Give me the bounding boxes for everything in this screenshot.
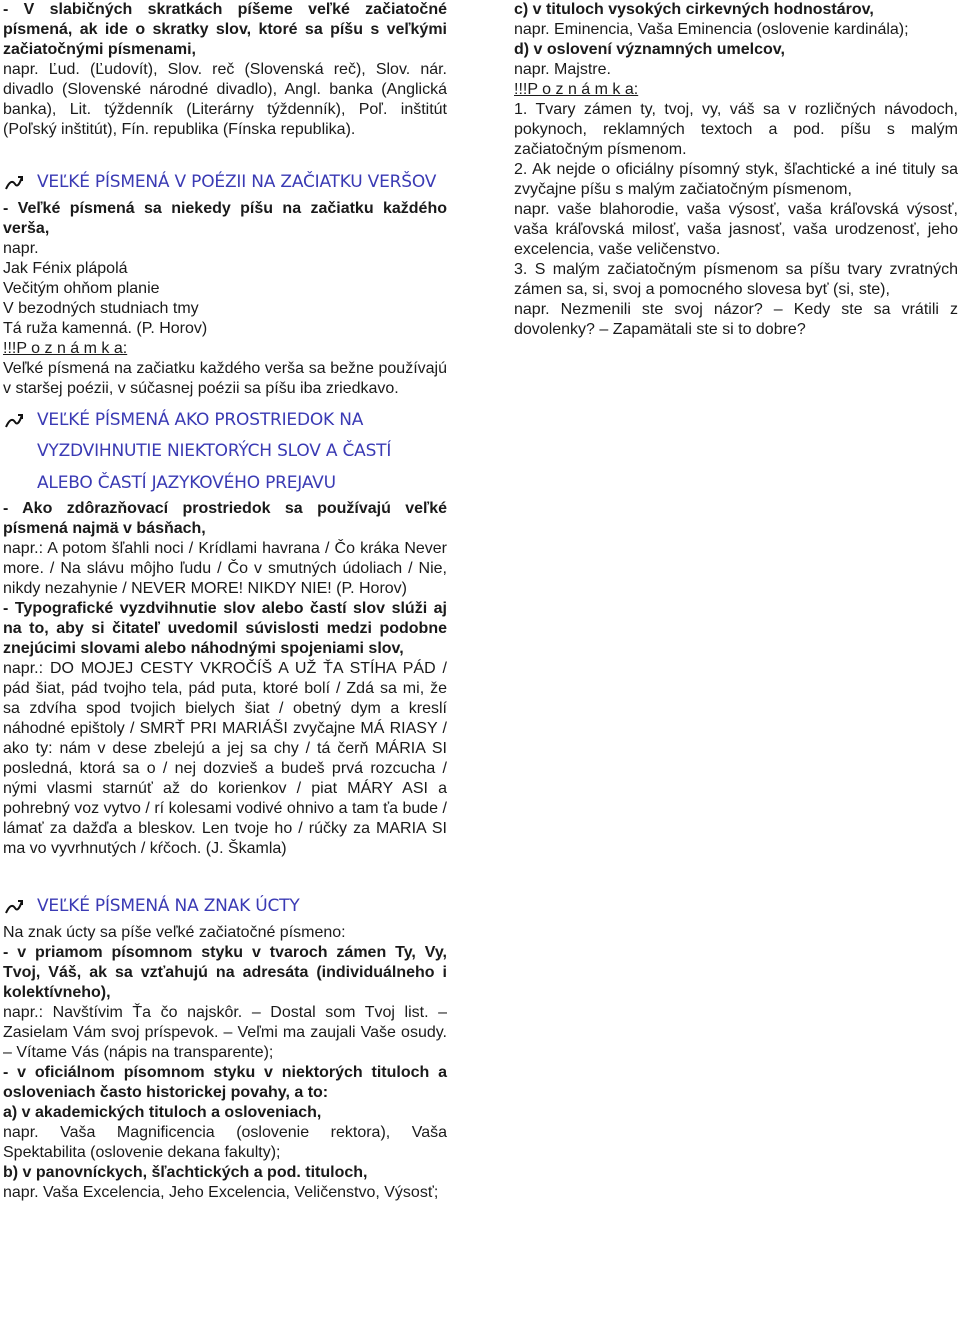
- poetry-rule: - Veľké písmená sa niekedy píšu na začiatku každého verša,: [3, 199, 447, 237]
- emphasis-example-1: napr.: A potom šľahli noci / Krídlami havrana / Čo kráka Never more. / Na slávu môjho ľudu / Čo v smutných údoliach / Nie, nikdy nezahynie / NEVER MORE! NIKDY NIE! (P. Horov): [3, 540, 447, 597]
- bullet-arrow-icon: [5, 175, 23, 191]
- poem-line: V bezodných studniach tmy: [3, 299, 199, 317]
- respect-item-d: d) v oslovení významných umelcov,: [514, 41, 785, 58]
- respect-note-1: 1. Tvary zámen ty, tvoj, vy, váš sa v rozličných návodoch, pokynoch, reklamných textoch a pod. píšu s malým začiatočným písmenom.: [514, 101, 958, 158]
- poetry-note-label: !!!P o z n á m k a:: [3, 339, 128, 357]
- respect-item-a: a) v akademických tituloch a osloveniach,: [3, 1103, 322, 1121]
- poem-line: Jak Fénix plápolá: [3, 259, 128, 277]
- poem-line: Tá ruža kamenná. (P. Horov): [3, 319, 208, 337]
- respect-rule-1: - v priamom písomnom styku v tvaroch zámen Ty, Vy, Tvoj, Váš, ak sa vzťahujú na adresáta (individuálneho i kolektívneho),: [3, 943, 447, 1001]
- emphasis-example-2: napr.: DO MOJEJ CESTY VKROČÍŠ A UŽ ŤA STÍHA PÁD / pád šiat, pád tvojho tela, pád puta, ktoré bolí / Zdá sa mi, že sa zdvíha spod tvojich bielych šiat / obetný dym a kreslí náhodné epištoly / SMRŤ PRI MARIÁŠI zvyčajne MÁ RIASY / ako ty: nám v dese zbelejú a jej sa chy / tá čerň MÁRIA SI posledná, ktorá sa o / nej dozvieš a budeš prvá rozcucha / nými vlasmi starnúť až do korienkov / piat MÁRY ASI a pohrebný voz vytvo / rí kolesami vodivé ohnivo a tam ťa bude / lámať za dažďa a bleskov. Len tvoje ho / rúčky za MARIA SI ma vo vyvrhnutých / kŕčoch. (J. Škamla): [3, 660, 447, 857]
- heading-poetry-text: VEĽKÉ PÍSMENÁ V POÉZII NA ZAČIATKU VERŠOV: [37, 172, 437, 192]
- intro-examples: napr. Ľud. (Ľudovít), Slov. reč (Slovenská reč), Slov. nár. divadlo (Slovenské národné divadlo), Angl. banka (Anglická banka), Lit. týždenník (Literárny týždenník), Poľ. inštitút (Poľský inštitút), Fín. republika (Fínska republika).: [3, 61, 447, 138]
- right-column: [514, 0, 958, 340]
- respect-item-d-example: napr. Majstre.: [514, 61, 611, 78]
- intro-rule: - V slabičných skratkách píšeme veľké začiatočné písmená, ak ide o skratky slov, ktoré sa píšu s veľkými začiatočnými písmenami,: [3, 1, 447, 58]
- respect-note-2-example: napr. vaše blahorodie, vaša výsosť, vaša kráľovská výsosť, vaša kráľovská milosť, vaša jasnosť, vaša urodzenosť, jeho excelencia, vaše veličenstvo.: [514, 201, 958, 258]
- respect-rule-2: - v oficiálnom písomnom styku v niektorých tituloch a osloveniach často historickej povahy, a to:: [3, 1063, 447, 1101]
- respect-note-2: 2. Ak nejde o oficiálny písomný styk, šľachtické a iné tituly sa zvyčajne píšu s malým začiatočným písmenom,: [514, 161, 958, 198]
- bullet-arrow-icon: [5, 899, 23, 915]
- emphasis-rule-1: - Ako zdôrazňovací prostriedok sa používajú veľké písmená najmä v básňach,: [3, 500, 447, 537]
- heading-respect: [3, 891, 447, 923]
- respect-item-c-example: napr. Eminencia, Vaša Eminencia (oslovenie kardinála);: [514, 21, 909, 38]
- poetry-note: Veľké písmená na začiatku každého verša sa bežne používajú v staršej poézii, v súčasnej poézii sa píšu iba zriedkavo.: [3, 359, 447, 397]
- heading-emphasis-text: VEĽKÉ PÍSMENÁ AKO PROSTRIEDOK NA VYZDVIHNUTIE NIEKTORÝCH SLOV A ČASTÍ ALEBO ČASTÍ JAZYKOVÉHO PREJAVU: [37, 409, 392, 493]
- left-column: [3, 0, 447, 1203]
- respect-item-b: b) v panovníckych, šľachtických a pod. tituloch,: [3, 1163, 368, 1181]
- respect-item-a-example: napr. Vaša Magnificencia (oslovenie rektora), Vaša Spektabilita (oslovenie dekana fakulty);: [3, 1123, 447, 1161]
- respect-example-1: napr.: Navštívim Ťa čo najskôr. – Dostal som Tvoj list. – Zasielam Vám svoj príspevok. – Veľmi ma zaujali Vaše osudy. – Vítame Vás (nápis na transparente);: [3, 1003, 447, 1061]
- poetry-napr: napr.: [3, 239, 39, 257]
- emphasis-rule-2: - Typografické vyzdvihnutie slov alebo častí slov slúži aj na to, aby si čitateľ uvedomil súvislosti medzi podobne znejúcimi slovami alebo náhodnými spojeniami slov,: [3, 600, 447, 657]
- respect-note-label: !!!P o z n á m k a:: [514, 81, 639, 98]
- heading-poetry: [3, 167, 447, 199]
- heading-emphasis: [3, 405, 447, 500]
- respect-note-3-example: napr. Nezmenili ste svoj názor? – Kedy ste sa vrátili z dovolenky? – Zapamätali ste si to dobre?: [514, 301, 958, 338]
- respect-item-c: c) v tituloch vysokých cirkevných hodnostárov,: [514, 1, 874, 18]
- heading-respect-text: VEĽKÉ PÍSMENÁ NA ZNAK ÚCTY: [37, 896, 300, 916]
- poem-line: Večitým ohňom planie: [3, 279, 160, 297]
- respect-note-3: 3. S malým začiatočným písmenom sa píšu tvary zvratných zámen sa, si, svoj a pomocného slovesa byť (si, ste),: [514, 261, 958, 298]
- respect-item-b-example: napr. Vaša Excelencia, Jeho Excelencia, Veličenstvo, Výsosť;: [3, 1183, 439, 1201]
- bullet-arrow-icon: [5, 413, 23, 429]
- respect-intro: Na znak úcty sa píše veľké začiatočné písmeno:: [3, 923, 346, 941]
